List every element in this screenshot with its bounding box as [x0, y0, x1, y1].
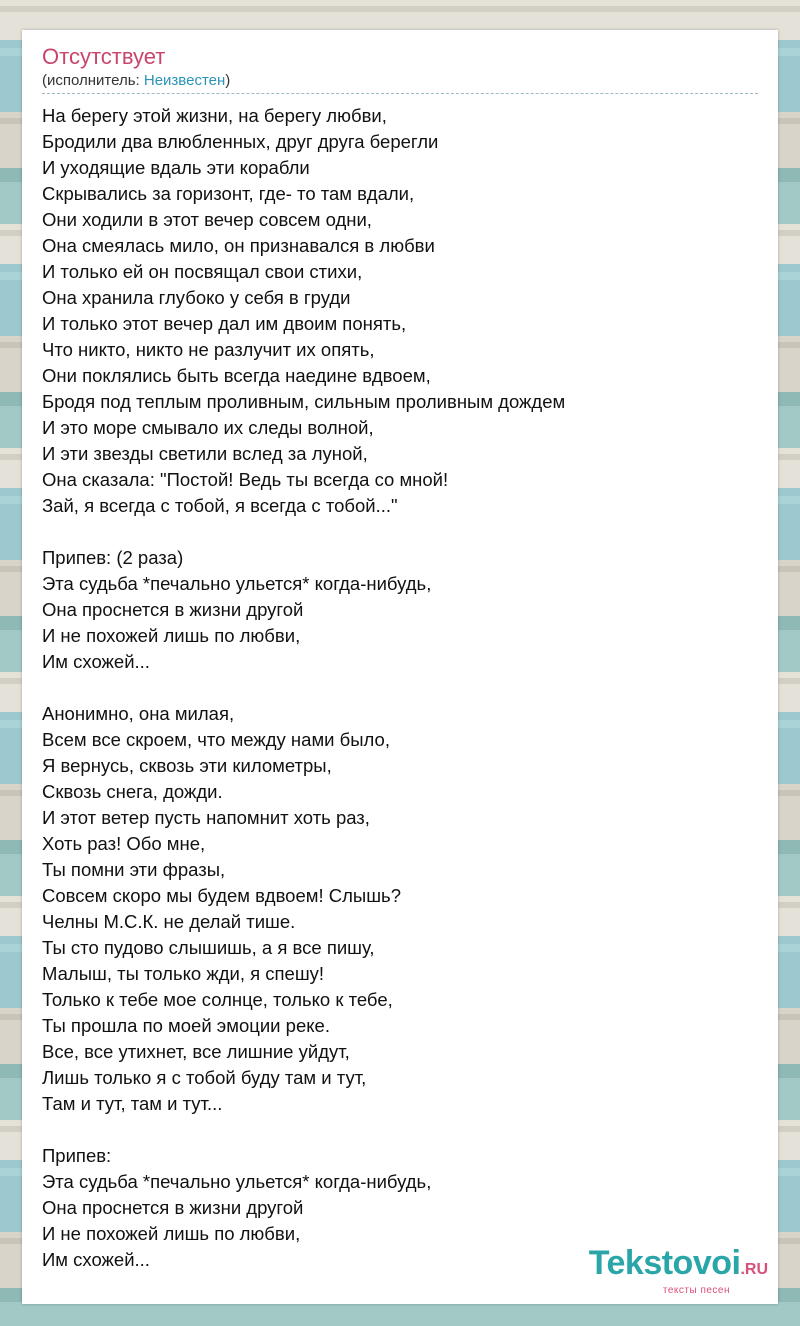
- lyric-line: И этот ветер пусть напомнит хоть раз,: [42, 807, 370, 828]
- site-logo[interactable]: [589, 1246, 768, 1296]
- song-title: Отсутствует: [42, 44, 166, 69]
- lyric-line: [42, 519, 758, 545]
- lyric-line: Им схожей...: [42, 1249, 150, 1270]
- header-divider: [42, 93, 758, 94]
- lyric-line: Все, все утихнет, все лишние уйдут,: [42, 1041, 350, 1062]
- lyric-line: И это море смывало их следы волной,: [42, 417, 374, 438]
- lyric-line: Ты сто пудово слышишь, а я все пишу,: [42, 937, 375, 958]
- artist-prefix: (исполнитель:: [42, 72, 144, 89]
- lyrics-text: [42, 103, 758, 1273]
- lyrics-page: [22, 30, 778, 1304]
- logo-wordmark: [589, 1246, 768, 1287]
- lyric-line: Она сказала: "Постой! Ведь ты всегда со мной!: [42, 469, 449, 490]
- lyric-line: И не похожей лишь по любви,: [42, 625, 301, 646]
- lyric-line: Эта судьба *печально ульется* когда-нибудь,: [42, 573, 432, 594]
- lyric-line: И не похожей лишь по любви,: [42, 1223, 301, 1244]
- lyric-line: И уходящие вдаль эти корабли: [42, 157, 310, 178]
- lyric-line: На берегу этой жизни, на берегу любви,: [42, 105, 387, 126]
- lyric-line: Всем все скроем, что между нами было,: [42, 729, 390, 750]
- lyric-line: Ты помни эти фразы,: [42, 859, 226, 880]
- artist-link[interactable]: Неизвестен: [143, 72, 226, 89]
- lyric-line: Хоть раз! Обо мне,: [42, 833, 206, 854]
- lyric-line: Зай, я всегда с тобой, я всегда с тобой...": [42, 495, 398, 516]
- lyric-line: Анонимно, она милая,: [42, 703, 235, 724]
- lyric-line: Лишь только я с тобой буду там и тут,: [42, 1067, 367, 1088]
- lyric-line: Бродя под теплым проливным, сильным проливным дождем: [42, 391, 566, 412]
- lyric-line: Она проснется в жизни другой: [42, 599, 304, 620]
- lyric-line: И только этот вечер дал им двоим понять,: [42, 313, 407, 334]
- logo-tagline: тексты песен: [662, 1285, 730, 1296]
- lyric-line: Она проснется в жизни другой: [42, 1197, 304, 1218]
- lyric-line: [42, 1117, 758, 1143]
- lyric-line: Они ходили в этот вечер совсем одни,: [42, 209, 372, 230]
- lyric-line: [42, 675, 758, 701]
- artist-line: [42, 71, 230, 91]
- lyric-line: Что никто, никто не разлучит их опять,: [42, 339, 375, 360]
- logo-tld: .RU: [740, 1261, 768, 1278]
- lyric-line: Они поклялись быть всегда наедине вдвоем,: [42, 365, 431, 386]
- lyric-line: Припев: (2 раза): [42, 547, 184, 568]
- lyric-line: И эти звезды светили вслед за луной,: [42, 443, 368, 464]
- artist-suffix: ): [225, 72, 231, 89]
- lyric-line: Только к тебе мое солнце, только к тебе,: [42, 989, 393, 1010]
- logo-name: Tekstovoi: [588, 1244, 741, 1282]
- lyric-line: Малыш, ты только жди, я спешу!: [42, 963, 325, 984]
- lyric-line: Сквозь снега, дожди.: [42, 781, 223, 802]
- lyric-line: Припев:: [42, 1145, 112, 1166]
- lyric-line: Эта судьба *печально ульется* когда-нибудь,: [42, 1171, 432, 1192]
- lyric-line: Она смеялась мило, он признавался в любви: [42, 235, 435, 256]
- lyric-line: Там и тут, там и тут...: [42, 1093, 223, 1114]
- lyric-line: Им схожей...: [42, 651, 150, 672]
- lyric-line: Ты прошла по моей эмоции реке.: [42, 1015, 330, 1036]
- lyric-line: И только ей он посвящал свои стихи,: [42, 261, 363, 282]
- lyric-line: Она хранила глубоко у себя в груди: [42, 287, 351, 308]
- lyric-line: Бродили два влюбленных, друг друга берегли: [42, 131, 439, 152]
- lyric-line: Скрывались за горизонт, где- то там вдали,: [42, 183, 415, 204]
- lyric-line: Челны М.С.К. не делай тише.: [42, 911, 296, 932]
- lyric-line: Совсем скоро мы будем вдвоем! Слышь?: [42, 885, 401, 906]
- lyric-line: Я вернусь, сквозь эти километры,: [42, 755, 332, 776]
